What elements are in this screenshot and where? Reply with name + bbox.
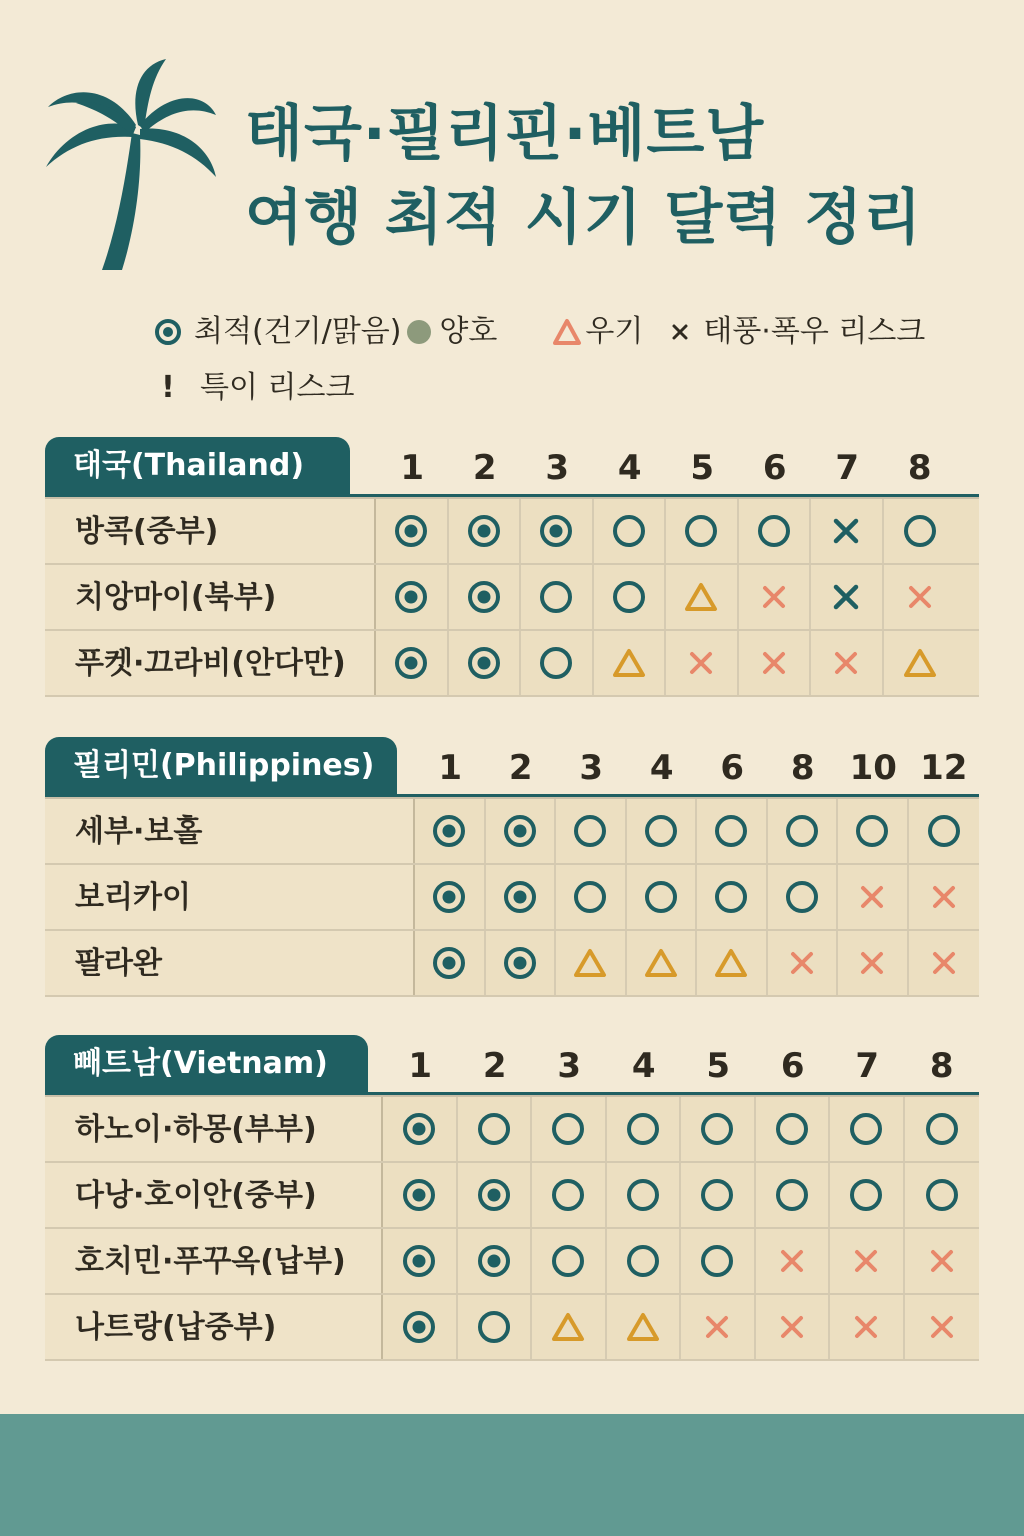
circle-icon (623, 1175, 663, 1215)
section-vietnam (45, 1035, 979, 1361)
circle-icon (474, 1109, 514, 1149)
legend-rain (549, 305, 643, 359)
circle-icon (900, 511, 940, 551)
table-row (45, 1229, 979, 1295)
cross-icon (772, 1307, 812, 1347)
month-cell (627, 799, 698, 863)
region-name: 나트랑(납중부) (45, 1295, 383, 1359)
cross-icon (922, 1307, 962, 1347)
month-label: 4 (649, 748, 674, 788)
circle-icon (548, 1109, 588, 1149)
month-cell (449, 565, 522, 629)
month-cell (838, 931, 909, 995)
region-name: 푸켓·끄라비(안다만) (45, 631, 376, 695)
month-cell (383, 1097, 458, 1161)
circle-icon (782, 877, 822, 917)
section-tab: 빼트남(Vietnam) (45, 1035, 368, 1093)
best-icon (429, 811, 469, 851)
month-cell (666, 565, 739, 629)
month-label: 3 (545, 448, 570, 488)
circle-icon (536, 577, 576, 617)
month-cell (830, 1295, 905, 1359)
month-cell (756, 1229, 831, 1293)
month-cell (830, 1097, 905, 1161)
month-cell (909, 931, 980, 995)
triangle-icon (641, 943, 681, 983)
best-icon (399, 1175, 439, 1215)
month-cell (521, 631, 594, 695)
cross-icon (669, 323, 691, 341)
month-cell (376, 631, 449, 695)
month-cell (830, 1163, 905, 1227)
month-cell (627, 865, 698, 929)
month-cell (681, 1295, 756, 1359)
month-cell (383, 1229, 458, 1293)
month-cell (666, 631, 739, 695)
region-name: 팔라완 (45, 931, 415, 995)
best-icon (429, 877, 469, 917)
best-icon (399, 1241, 439, 1281)
month-cell (739, 565, 812, 629)
best-icon (500, 811, 540, 851)
month-cell (607, 1229, 682, 1293)
best-icon (391, 511, 431, 551)
month-label: 7 (855, 1046, 880, 1086)
month-cell (521, 565, 594, 629)
circle-icon (772, 1175, 812, 1215)
month-cell (756, 1097, 831, 1161)
circle-icon (924, 811, 964, 851)
best-icon (500, 943, 540, 983)
table-row (45, 499, 979, 565)
triangle-icon (609, 643, 649, 683)
month-cell (556, 799, 627, 863)
month-cell (556, 865, 627, 929)
month-cell (449, 499, 522, 563)
month-cell (697, 865, 768, 929)
circle-icon (711, 811, 751, 851)
region-name: 다낭·호이안(중부) (45, 1163, 383, 1227)
table-row (45, 865, 979, 931)
month-cell (458, 1229, 533, 1293)
month-cell (607, 1163, 682, 1227)
circle-icon (782, 811, 822, 851)
triangle-icon (570, 943, 610, 983)
month-cell (383, 1295, 458, 1359)
footer-band (0, 1414, 1024, 1536)
month-label: 8 (790, 748, 815, 788)
circle-icon (641, 811, 681, 851)
page-title (245, 92, 922, 260)
month-label: 7 (835, 448, 860, 488)
triangle-icon (549, 318, 585, 346)
month-cell (905, 1097, 980, 1161)
legend-special-label: 특이 리스크 (200, 370, 355, 405)
month-cell (739, 631, 812, 695)
month-label: 6 (720, 748, 745, 788)
month-cell (607, 1295, 682, 1359)
month-cell (532, 1163, 607, 1227)
month-cell (521, 499, 594, 563)
month-cell (756, 1295, 831, 1359)
best-icon (474, 1241, 514, 1281)
circle-icon (697, 1109, 737, 1149)
cross-icon (846, 1241, 886, 1281)
month-label: 1 (408, 1046, 433, 1086)
circle-icon (536, 643, 576, 683)
month-cell (884, 499, 957, 563)
table-row (45, 1097, 979, 1163)
good-icon (401, 318, 437, 346)
month-cell (376, 565, 449, 629)
month-cell (838, 865, 909, 929)
circle-icon (697, 1241, 737, 1281)
month-label: 6 (780, 1046, 805, 1086)
section-header (45, 737, 979, 797)
month-cell (768, 799, 839, 863)
table-row (45, 565, 979, 631)
circle-icon (681, 511, 721, 551)
best-icon (500, 877, 540, 917)
month-label: 12 (920, 748, 968, 788)
circle-icon (754, 511, 794, 551)
month-cell (594, 631, 667, 695)
cross-icon (754, 643, 794, 683)
circle-icon (548, 1175, 588, 1215)
circle-icon (697, 1175, 737, 1215)
circle-icon (570, 877, 610, 917)
circle-icon (623, 1109, 663, 1149)
month-cell (532, 1295, 607, 1359)
table-row (45, 631, 979, 697)
triangle-icon (623, 1307, 663, 1347)
circle-icon (922, 1109, 962, 1149)
best-icon (464, 577, 504, 617)
month-cell (697, 931, 768, 995)
month-label: 2 (508, 748, 533, 788)
circle-icon (772, 1109, 812, 1149)
circle-icon (711, 877, 751, 917)
month-cell (415, 799, 486, 863)
cross-icon (826, 643, 866, 683)
legend-special (150, 361, 354, 415)
month-label: 5 (690, 448, 715, 488)
region-name: 치앙마이(북부) (45, 565, 376, 629)
best-icon (399, 1109, 439, 1149)
month-cell (532, 1097, 607, 1161)
month-label: 2 (472, 448, 497, 488)
circle-icon (609, 577, 649, 617)
section-tab: 태국(Thailand) (45, 437, 350, 495)
triangle-icon (548, 1307, 588, 1347)
cross-icon (924, 877, 964, 917)
month-cell (905, 1163, 980, 1227)
month-cell (811, 565, 884, 629)
section-philippines (45, 737, 979, 997)
month-headers (383, 1035, 979, 1093)
title-line-2: 여행 최적 시기 달력 정리 (245, 183, 923, 253)
month-cell (838, 799, 909, 863)
month-label: 1 (438, 748, 463, 788)
month-cell (830, 1229, 905, 1293)
legend (150, 305, 925, 415)
month-cell (666, 499, 739, 563)
circle-icon (609, 511, 649, 551)
cross-icon (852, 943, 892, 983)
month-label: 4 (631, 1046, 656, 1086)
table-row (45, 1163, 979, 1229)
cross-icon (900, 577, 940, 617)
month-cell (458, 1295, 533, 1359)
month-label: 3 (579, 748, 604, 788)
month-headers (376, 437, 956, 495)
exclamation-icon: ! (161, 370, 175, 405)
month-label: 2 (482, 1046, 507, 1086)
month-label: 6 (762, 448, 787, 488)
month-label: 4 (617, 448, 642, 488)
best-icon (399, 1307, 439, 1347)
legend-best-label: 최적(건기/맑음) (194, 314, 402, 349)
month-cell (627, 931, 698, 995)
circle-icon (570, 811, 610, 851)
calendar-grid (45, 1095, 979, 1361)
table-row (45, 931, 979, 997)
cross-icon (846, 1307, 886, 1347)
region-name: 방콕(중부) (45, 499, 376, 563)
region-name: 세부·보홀 (45, 799, 415, 863)
month-label: 1 (400, 448, 425, 488)
region-name: 보리카이 (45, 865, 415, 929)
cross-icon (754, 577, 794, 617)
title-line-1: 태국·필리핀·베트남 (245, 99, 765, 169)
best-icon (391, 643, 431, 683)
cross-icon (782, 943, 822, 983)
circle-icon (623, 1241, 663, 1281)
month-cell (486, 931, 557, 995)
month-cell (909, 799, 980, 863)
cross-icon (852, 877, 892, 917)
best-icon (536, 511, 576, 551)
month-cell (681, 1229, 756, 1293)
best-icon (150, 317, 186, 347)
month-label: 8 (929, 1046, 954, 1086)
cross-icon (697, 1307, 737, 1347)
section-header (45, 437, 979, 497)
month-cell (884, 565, 957, 629)
month-cell (458, 1097, 533, 1161)
month-cell (415, 931, 486, 995)
best-icon (391, 577, 431, 617)
cross-icon (681, 643, 721, 683)
month-cell (607, 1097, 682, 1161)
legend-rain-label: 우기 (585, 314, 644, 349)
month-cell (884, 631, 957, 695)
month-cell (768, 865, 839, 929)
month-cell (532, 1229, 607, 1293)
circle-icon (548, 1241, 588, 1281)
table-row (45, 1295, 979, 1361)
month-cell (905, 1229, 980, 1293)
month-cell (594, 499, 667, 563)
month-label: 3 (557, 1046, 582, 1086)
month-cell (486, 865, 557, 929)
month-cell (449, 631, 522, 695)
palm-tree-icon (40, 55, 220, 275)
cross-icon (772, 1241, 812, 1281)
month-label: 5 (706, 1046, 731, 1086)
region-name: 하노이·하몽(부부) (45, 1097, 383, 1161)
section-header (45, 1035, 979, 1095)
triangle-icon (711, 943, 751, 983)
circle-icon (922, 1175, 962, 1215)
best-icon (464, 643, 504, 683)
month-cell (697, 799, 768, 863)
circle-icon (852, 811, 892, 851)
legend-good-label: 양호 (439, 314, 498, 349)
legend-best (150, 305, 401, 359)
cross-icon (924, 943, 964, 983)
legend-typhoon (669, 305, 925, 359)
circle-icon (846, 1175, 886, 1215)
section-thailand (45, 437, 979, 697)
cross-icon (922, 1241, 962, 1281)
month-cell (594, 565, 667, 629)
month-cell (458, 1163, 533, 1227)
legend-typhoon-label: 태풍·폭우 리스크 (703, 314, 926, 349)
month-label: 10 (849, 748, 897, 788)
cross-icon (826, 577, 866, 617)
circle-icon (846, 1109, 886, 1149)
month-cell (681, 1163, 756, 1227)
circle-icon (641, 877, 681, 917)
triangle-icon (681, 577, 721, 617)
triangle-icon (900, 643, 940, 683)
section-tab: 필리민(Philippines) (45, 737, 397, 795)
month-headers (415, 737, 979, 795)
month-cell (909, 865, 980, 929)
cross-icon (826, 511, 866, 551)
month-cell (905, 1295, 980, 1359)
month-cell (756, 1163, 831, 1227)
best-icon (429, 943, 469, 983)
month-cell (415, 865, 486, 929)
table-row (45, 799, 979, 865)
month-cell (376, 499, 449, 563)
month-cell (739, 499, 812, 563)
month-cell (811, 631, 884, 695)
legend-good (401, 305, 497, 359)
month-cell (383, 1163, 458, 1227)
calendar-grid (45, 797, 979, 997)
month-cell (768, 931, 839, 995)
calendar-grid (45, 497, 979, 697)
month-cell (486, 799, 557, 863)
month-label: 8 (907, 448, 932, 488)
month-cell (681, 1097, 756, 1161)
month-cell (811, 499, 884, 563)
circle-icon (474, 1307, 514, 1347)
best-icon (464, 511, 504, 551)
region-name: 호치민·푸꾸옥(납부) (45, 1229, 383, 1293)
best-icon (474, 1175, 514, 1215)
month-cell (556, 931, 627, 995)
